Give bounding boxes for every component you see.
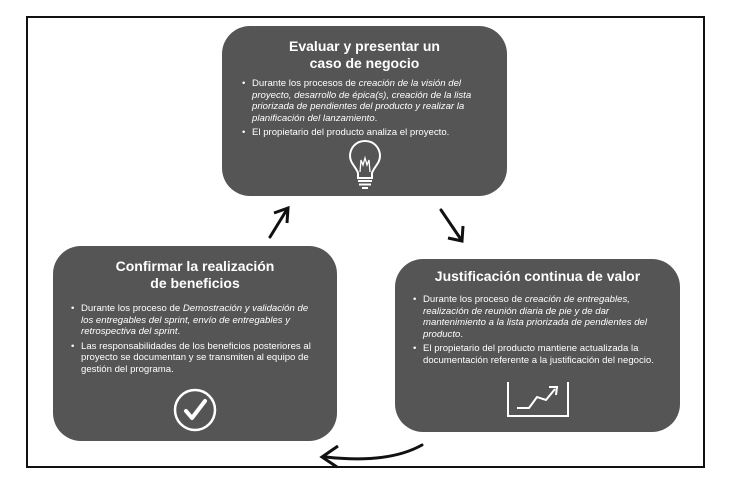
card-continuous-value-justification: [395, 259, 680, 432]
card-confirm-benefits-realization: [53, 246, 337, 441]
card-evaluate-business-case: [222, 26, 507, 196]
bullet-list: [409, 294, 666, 367]
bullet-item: • Durante los proceso de creación de entregables, realización de reunión diaria de pie y de dar mantenimiento a la lista priorizada de pendientes del producto.: [423, 294, 666, 340]
growth-chart-icon: [505, 379, 571, 419]
arrow-right-to-left-icon: [318, 440, 428, 472]
bullet-list: [238, 78, 491, 139]
card-title: Evaluar y presentar un caso de negocio: [289, 38, 440, 71]
arrow-top-to-right-icon: [437, 206, 467, 244]
card-title: Justificación continua de valor: [434, 268, 641, 284]
bullet-item: • El propietario del producto analiza el proyecto.: [252, 127, 491, 139]
bullet-item: • Durante los proceso de Demostración y validación de los entregables del sprint, envío de entregables y retrospectiva del sprint.: [81, 303, 323, 338]
bullet-item: • Las responsabilidades de los beneficios posteriores al proyecto se documentan y se transmiten al equipo de gestión del programa.: [81, 341, 323, 376]
card-title: Confirmar la realización de beneficios: [115, 258, 275, 291]
bullet-item: • El propietario del producto mantiene actualizada la documentación referente a la justificación del negocio.: [423, 343, 666, 366]
lightbulb-icon: [346, 138, 384, 190]
bullet-list: [67, 303, 323, 376]
arrow-left-to-top-icon: [262, 205, 292, 241]
checkmark-circle-icon: [172, 387, 218, 433]
bullet-item: • Durante los procesos de creación de la visión del proyecto, desarrollo de épica(s), creación de la lista priorizada de pendientes del producto y realizar la planificación del lanzamiento.: [252, 78, 491, 124]
